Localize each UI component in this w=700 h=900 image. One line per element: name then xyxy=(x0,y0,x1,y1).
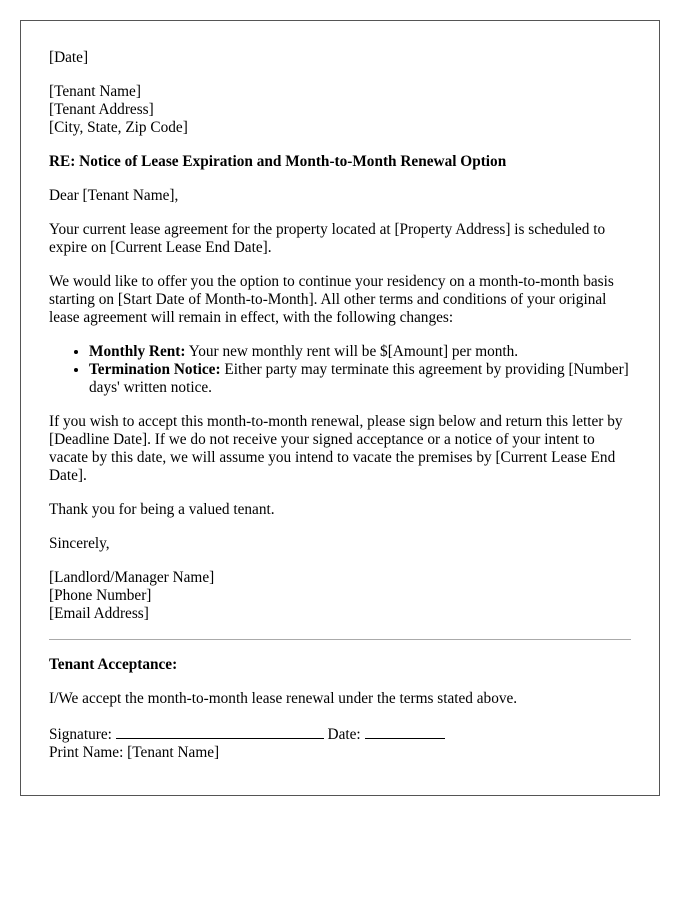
terms-list xyxy=(49,343,631,397)
body-paragraph-1: Your current lease agreement for the property located at [Property Address] is scheduled to expire on [Current Lease End Date]. xyxy=(49,221,606,256)
letter xyxy=(20,20,660,796)
acceptance-statement: I/We accept the month-to-month lease renewal under the terms stated above. xyxy=(49,690,518,707)
term-monthly-rent xyxy=(89,343,631,361)
body-paragraph-3: If you wish to accept this month-to-month renewal, please sign below and return this letter by [Deadline Date]. If we do not receive your signed acceptance or a notice of your intent to vacate by this date, we will assume you intend to vacate the premises by [Current Lease End Date]. xyxy=(49,413,623,484)
tenant-acceptance-title: Tenant Acceptance: xyxy=(49,656,178,673)
sender-name: [Landlord/Manager Name] xyxy=(49,569,215,586)
section-divider xyxy=(49,639,631,640)
signature-field[interactable] xyxy=(116,724,324,739)
term-text: Your new monthly rent will be $[Amount] per month. xyxy=(185,343,519,360)
date-field[interactable] xyxy=(365,724,445,739)
date-label: Date: xyxy=(327,726,361,743)
recipient-address-block xyxy=(49,83,631,137)
term-text: Either party may terminate this agreement by providing [Number] days' written notice. xyxy=(89,361,629,396)
salutation: Dear [Tenant Name], xyxy=(49,187,179,204)
letter-date: [Date] xyxy=(49,49,89,66)
body-paragraph-4: Thank you for being a valued tenant. xyxy=(49,501,275,518)
signature-label: Signature: xyxy=(49,726,112,743)
body-paragraph-2: We would like to offer you the option to continue your residency on a month-to-month basis starting on [Start Date of Month-to-Month]. All other terms and conditions of your original lease agreement will remain in effect, with the following changes: xyxy=(49,273,614,326)
closing: Sincerely, xyxy=(49,535,110,552)
sender-email: [Email Address] xyxy=(49,605,149,622)
signature-line xyxy=(49,724,631,744)
sender-phone: [Phone Number] xyxy=(49,587,152,604)
term-label: Termination Notice: xyxy=(89,361,221,378)
subject-line: RE: Notice of Lease Expiration and Month-to-Month Renewal Option xyxy=(49,153,507,170)
recipient-name: [Tenant Name] xyxy=(49,83,141,100)
recipient-city-state-zip: [City, State, Zip Code] xyxy=(49,119,188,136)
term-termination-notice xyxy=(89,361,631,397)
print-name-line: Print Name: [Tenant Name] xyxy=(49,744,220,761)
term-label: Monthly Rent: xyxy=(89,343,186,360)
recipient-address: [Tenant Address] xyxy=(49,101,154,118)
sender-block xyxy=(49,569,631,623)
